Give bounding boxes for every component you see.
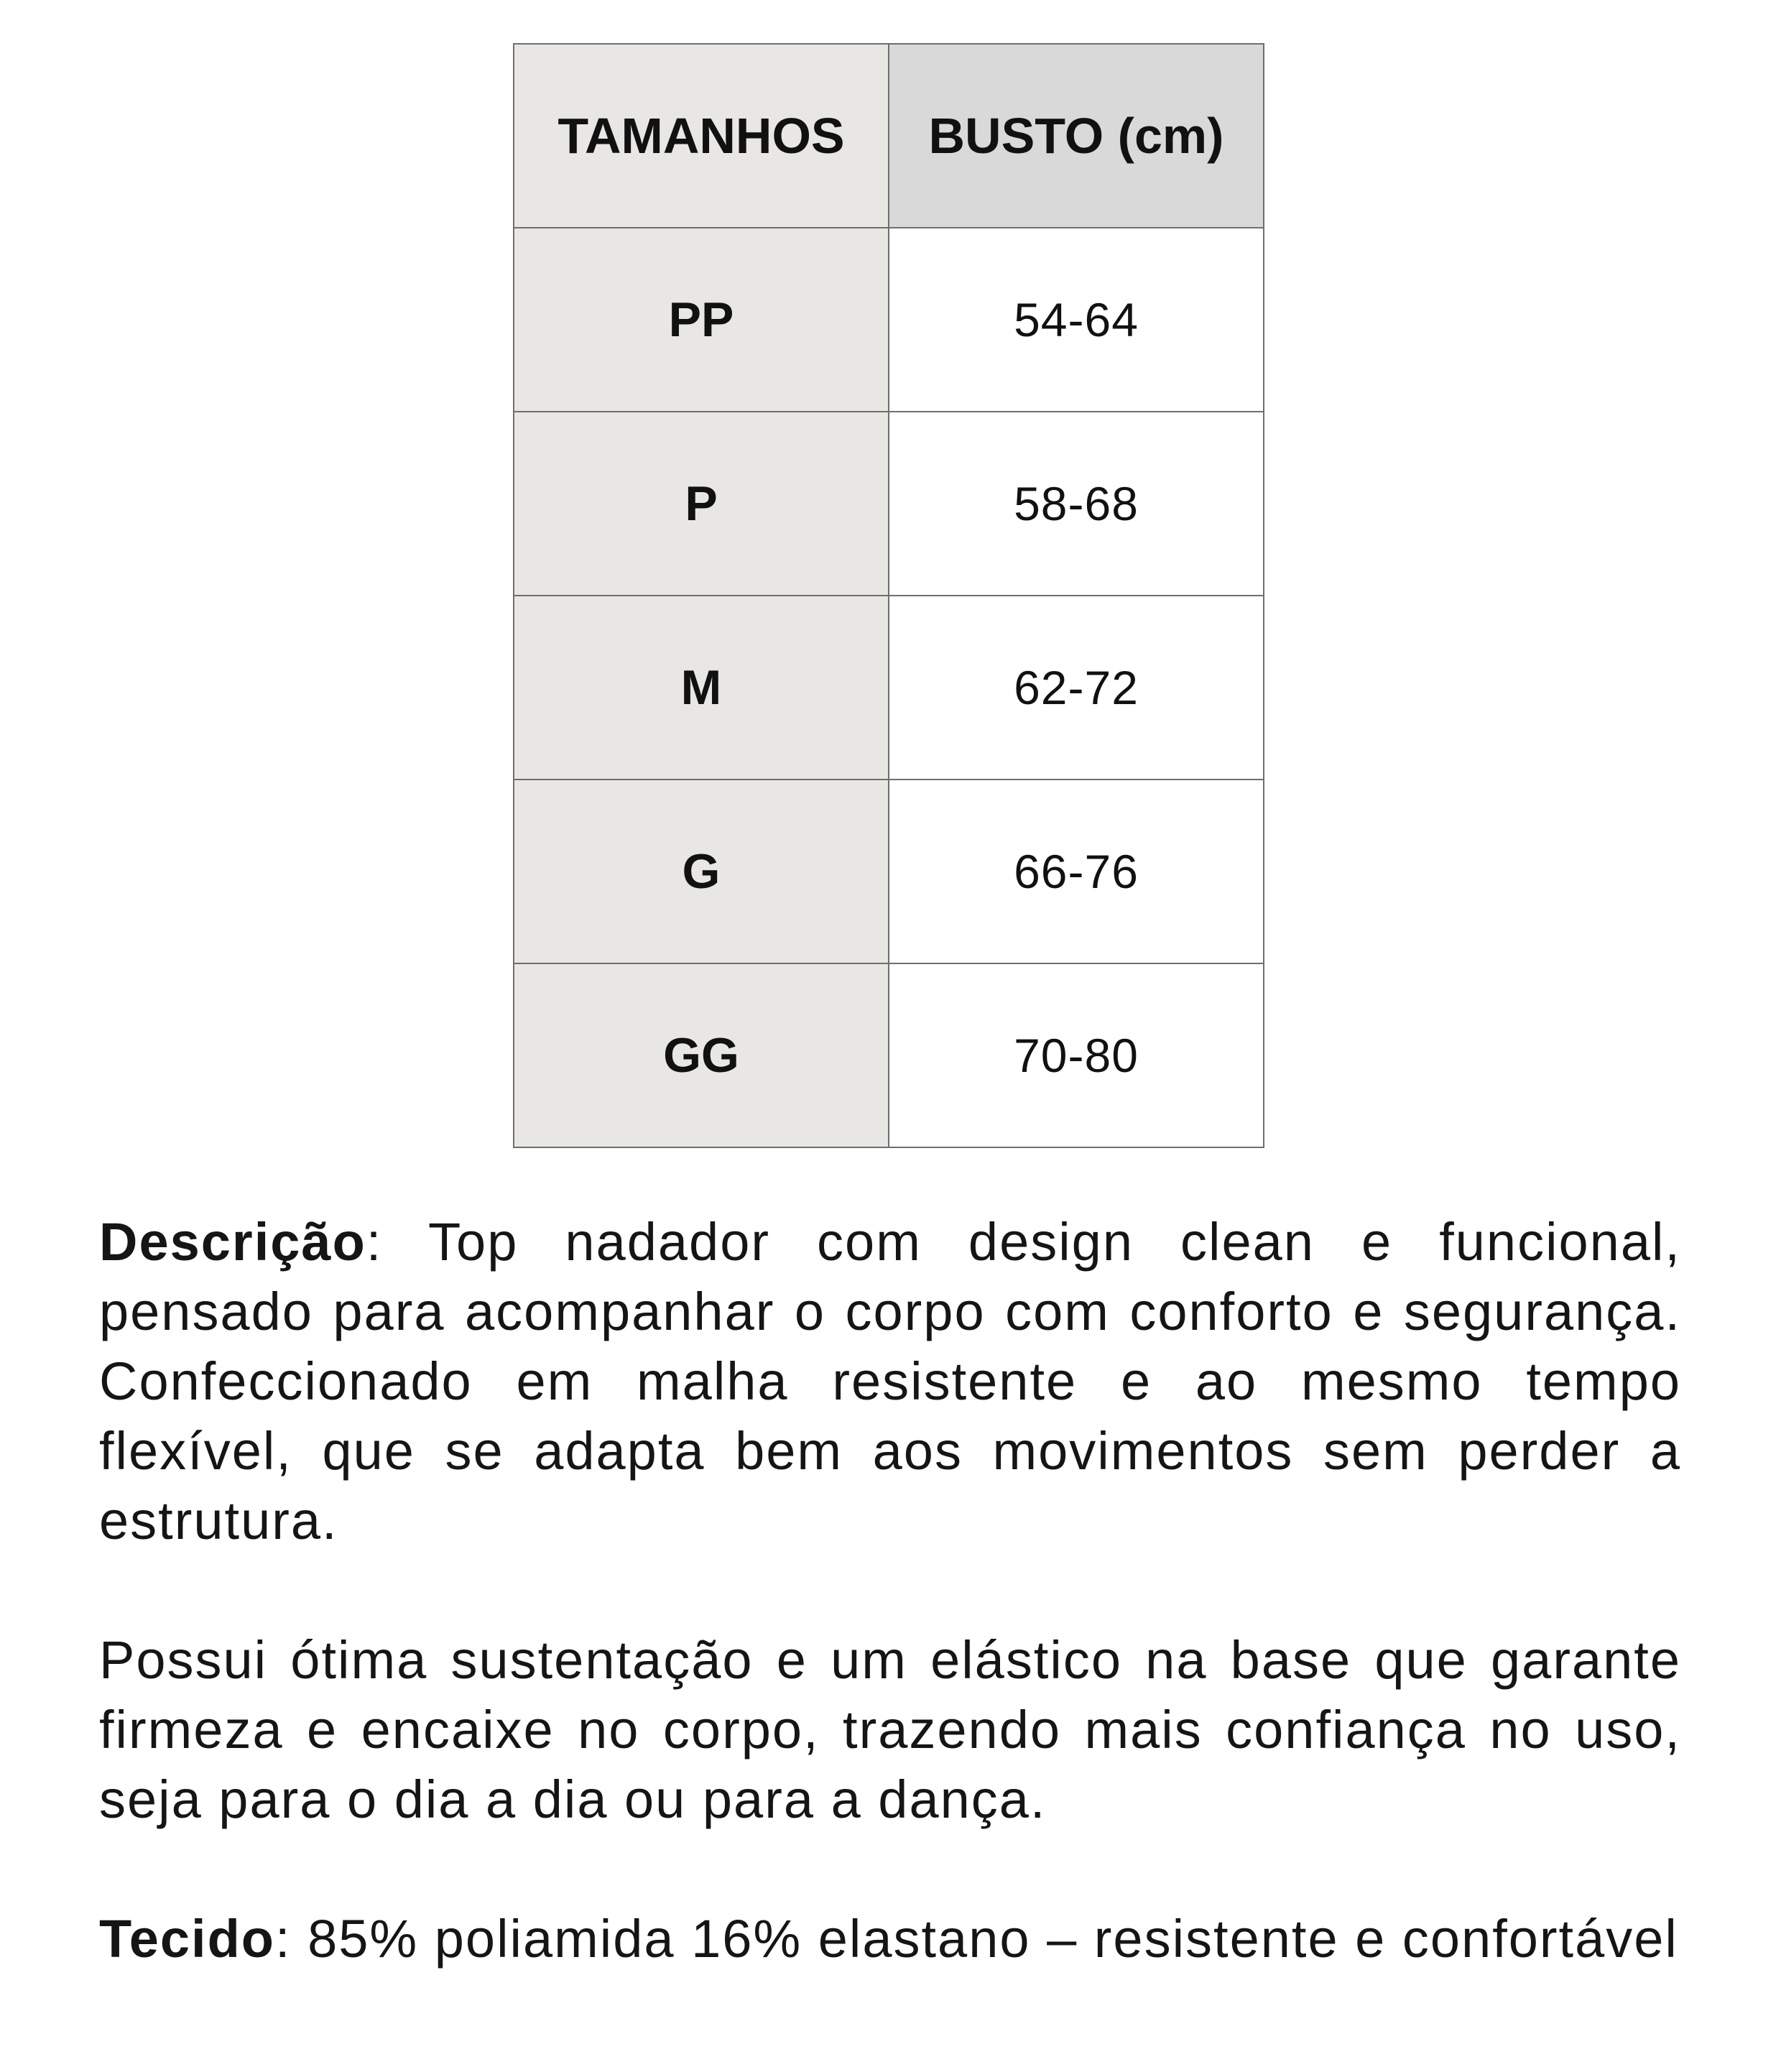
table-row bbox=[514, 228, 1264, 412]
support-paragraph: Possui ótima sustentação e um elástico na base que garante firmeza e encaixe no corpo, trazendo mais confiança no uso, seja para o dia a dia ou para a dança. bbox=[99, 1630, 1681, 1829]
description-paragraph bbox=[99, 1207, 1681, 1555]
size-cell: G bbox=[514, 780, 889, 963]
size-cell: GG bbox=[514, 963, 889, 1147]
table-row bbox=[514, 412, 1264, 596]
table-header-row bbox=[514, 44, 1264, 228]
table-row bbox=[514, 963, 1264, 1147]
size-cell: PP bbox=[514, 228, 889, 412]
bust-cell: 70-80 bbox=[889, 963, 1264, 1147]
fabric-paragraph bbox=[99, 1904, 1681, 1974]
description-label: Descrição bbox=[99, 1212, 366, 1272]
fabric-label: Tecido bbox=[99, 1909, 275, 1969]
fabric-text: : 85% poliamida 16% elastano – resistente e confortável bbox=[274, 1909, 1678, 1969]
header-bust: BUSTO (cm) bbox=[889, 44, 1264, 228]
bust-cell: 58-68 bbox=[889, 412, 1264, 596]
bust-cell: 66-76 bbox=[889, 780, 1264, 963]
size-chart-table bbox=[513, 43, 1264, 1148]
bust-cell: 54-64 bbox=[889, 228, 1264, 412]
product-description bbox=[99, 1207, 1681, 1974]
description-text: : Top nadador com design clean e funcional, pensado para acompanhar o corpo com conforto e segurança. Confeccionado em malha resistente e ao mesmo tempo flexível, que se adapta bem aos movimentos sem perder a estrutura. bbox=[99, 1212, 1681, 1550]
bust-cell: 62-72 bbox=[889, 596, 1264, 780]
header-sizes: TAMANHOS bbox=[514, 44, 889, 228]
table-row bbox=[514, 596, 1264, 780]
size-cell: M bbox=[514, 596, 889, 780]
size-cell: P bbox=[514, 412, 889, 596]
table-row bbox=[514, 780, 1264, 963]
